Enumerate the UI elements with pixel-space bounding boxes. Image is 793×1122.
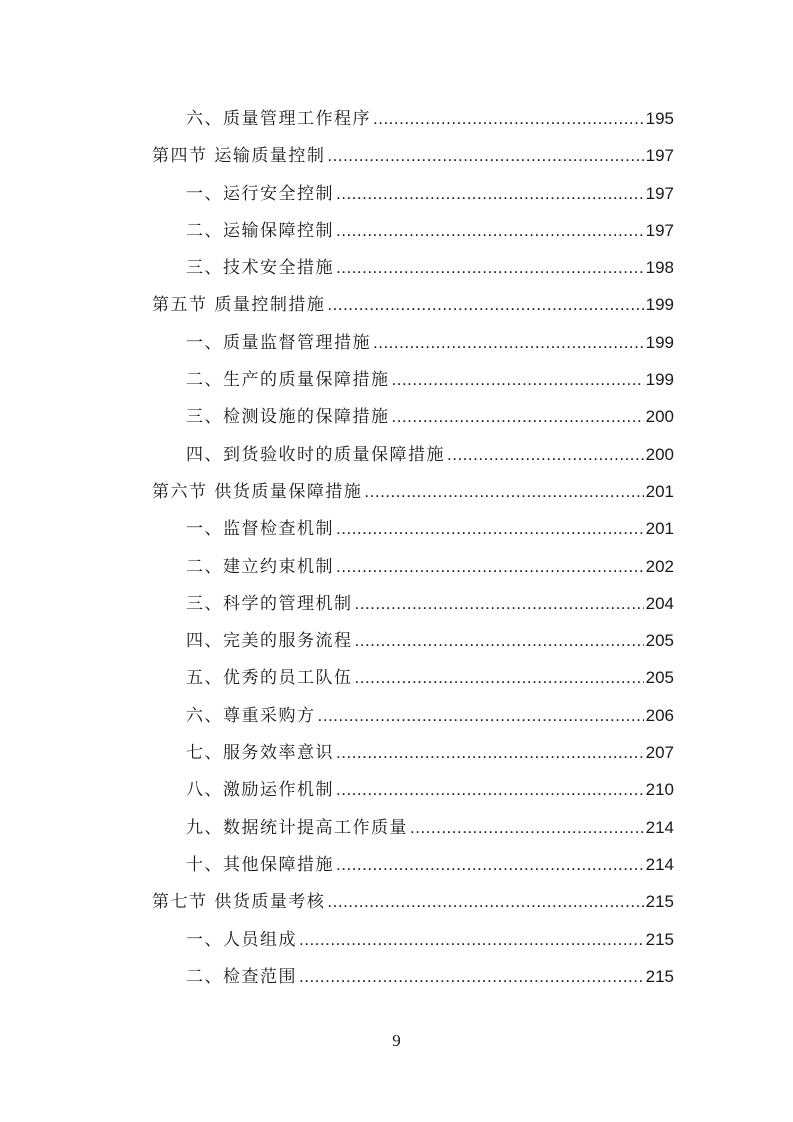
toc-entry-page[interactable]: 198 <box>645 258 674 278</box>
toc-entry-title[interactable]: 三、科学的管理机制 <box>186 593 353 614</box>
toc-entry-title[interactable]: 三、技术安全措施 <box>186 258 334 279</box>
toc-entry-title[interactable]: 六、质量管理工作程序 <box>186 109 371 129</box>
toc-dot-leader <box>355 585 644 622</box>
toc-entry-title[interactable]: 二、检查范围 <box>186 966 297 987</box>
toc-entry-page[interactable]: 215 <box>645 892 674 912</box>
toc-entry-page[interactable]: 195 <box>645 109 674 128</box>
toc-dot-leader <box>336 212 644 249</box>
toc-subsection-entry[interactable] <box>152 585 674 622</box>
toc-dot-leader <box>336 734 644 771</box>
toc-entry-title[interactable]: 一、质量监督管理措施 <box>186 332 371 353</box>
toc-dot-leader <box>336 510 644 547</box>
toc-dot-leader <box>299 958 644 995</box>
toc-entry-title[interactable]: 二、生产的质量保障措施 <box>186 370 390 391</box>
toc-subsection-entry[interactable] <box>152 510 674 547</box>
toc-entry-title[interactable]: 第四节 运输质量控制 <box>152 146 326 167</box>
toc-entry-title[interactable]: 一、人员组成 <box>186 929 297 950</box>
toc-subsection-entry[interactable] <box>152 697 674 734</box>
toc-entry-page[interactable]: 206 <box>645 705 674 725</box>
toc-entry-page[interactable]: 204 <box>645 593 674 613</box>
table-of-contents <box>152 100 674 995</box>
toc-dot-leader <box>373 324 644 361</box>
toc-entry-title[interactable]: 六、尊重采购方 <box>186 705 316 726</box>
toc-entry-page[interactable]: 197 <box>645 183 674 203</box>
toc-entry-page[interactable]: 199 <box>645 295 674 315</box>
toc-entry-title[interactable]: 第五节 质量控制措施 <box>152 295 326 316</box>
toc-subsection-entry[interactable] <box>152 659 674 696</box>
toc-subsection-entry[interactable] <box>152 212 674 249</box>
toc-entry-page[interactable]: 215 <box>645 929 674 949</box>
toc-dot-leader <box>355 659 644 696</box>
toc-entry-title[interactable]: 八、激励运作机制 <box>186 780 334 801</box>
toc-dot-leader <box>355 622 644 659</box>
toc-entry-title[interactable]: 第六节 供货质量保障措施 <box>152 481 363 502</box>
toc-entry-page[interactable]: 201 <box>645 519 674 539</box>
toc-section-entry[interactable] <box>152 137 674 174</box>
toc-dot-leader <box>336 175 644 212</box>
toc-subsection-entry[interactable] <box>152 436 674 473</box>
toc-list <box>152 100 674 995</box>
toc-entry-page[interactable]: 197 <box>645 220 674 240</box>
toc-subsection-entry[interactable] <box>152 771 674 808</box>
toc-dot-leader <box>327 137 643 174</box>
toc-entry-page[interactable]: 202 <box>645 556 674 576</box>
toc-dot-leader <box>410 809 644 846</box>
toc-subsection-entry[interactable] <box>152 100 674 137</box>
toc-dot-leader <box>336 249 644 286</box>
toc-dot-leader <box>299 921 644 958</box>
toc-subsection-entry[interactable] <box>152 324 674 361</box>
toc-subsection-entry[interactable] <box>152 548 674 585</box>
toc-entry-title[interactable]: 二、运输保障控制 <box>186 220 334 241</box>
toc-entry-title[interactable]: 三、检测设施的保障措施 <box>186 407 390 428</box>
toc-entry-page[interactable]: 214 <box>645 817 674 837</box>
toc-entry-page[interactable]: 200 <box>645 444 674 464</box>
toc-section-entry[interactable] <box>152 286 674 323</box>
toc-entry-title[interactable]: 一、监督检查机制 <box>186 519 334 540</box>
toc-dot-leader <box>336 846 644 883</box>
toc-entry-page[interactable]: 210 <box>645 780 674 800</box>
toc-entry-title[interactable]: 七、服务效率意识 <box>186 743 334 764</box>
toc-entry-title[interactable]: 五、优秀的员工队伍 <box>186 668 353 689</box>
toc-entry-page[interactable]: 199 <box>645 370 674 390</box>
toc-entry-title[interactable]: 一、运行安全控制 <box>186 183 334 204</box>
toc-subsection-entry[interactable] <box>152 734 674 771</box>
toc-entry-page[interactable]: 197 <box>645 146 674 166</box>
toc-dot-leader <box>336 548 644 585</box>
toc-entry-page[interactable]: 200 <box>645 407 674 427</box>
toc-dot-leader <box>392 398 644 435</box>
toc-dot-leader <box>336 771 644 808</box>
toc-entry-title[interactable]: 十、其他保障措施 <box>186 854 334 875</box>
toc-subsection-entry[interactable] <box>152 622 674 659</box>
toc-section-entry[interactable] <box>152 883 674 920</box>
toc-entry-page[interactable]: 199 <box>645 332 674 352</box>
toc-subsection-entry[interactable] <box>152 175 674 212</box>
toc-dot-leader <box>327 883 643 920</box>
toc-dot-leader <box>364 473 643 510</box>
toc-dot-leader <box>318 697 644 734</box>
toc-dot-leader <box>373 100 644 137</box>
toc-entry-page[interactable]: 205 <box>645 668 674 688</box>
toc-entry-page[interactable]: 205 <box>645 631 674 651</box>
toc-entry-page[interactable]: 215 <box>645 966 674 986</box>
toc-dot-leader <box>392 361 644 398</box>
toc-subsection-entry[interactable] <box>152 361 674 398</box>
toc-entry-title[interactable]: 四、完美的服务流程 <box>186 631 353 652</box>
toc-entry-page[interactable]: 207 <box>645 743 674 763</box>
toc-entry-title[interactable]: 二、建立约束机制 <box>186 556 334 577</box>
toc-subsection-entry[interactable] <box>152 846 674 883</box>
toc-subsection-entry[interactable] <box>152 809 674 846</box>
toc-entry-title[interactable]: 第七节 供货质量考核 <box>152 892 326 913</box>
page-number: 9 <box>392 1031 401 1050</box>
toc-dot-leader <box>447 436 644 473</box>
toc-entry-page[interactable]: 201 <box>645 481 674 501</box>
toc-section-entry[interactable] <box>152 473 674 510</box>
toc-subsection-entry[interactable] <box>152 249 674 286</box>
toc-subsection-entry[interactable] <box>152 921 674 958</box>
toc-subsection-entry[interactable] <box>152 958 674 995</box>
toc-entry-page[interactable]: 214 <box>645 854 674 874</box>
toc-subsection-entry[interactable] <box>152 398 674 435</box>
toc-entry-title[interactable]: 四、到货验收时的质量保障措施 <box>186 444 445 465</box>
toc-dot-leader <box>327 286 643 323</box>
toc-entry-title[interactable]: 九、数据统计提高工作质量 <box>186 817 408 838</box>
